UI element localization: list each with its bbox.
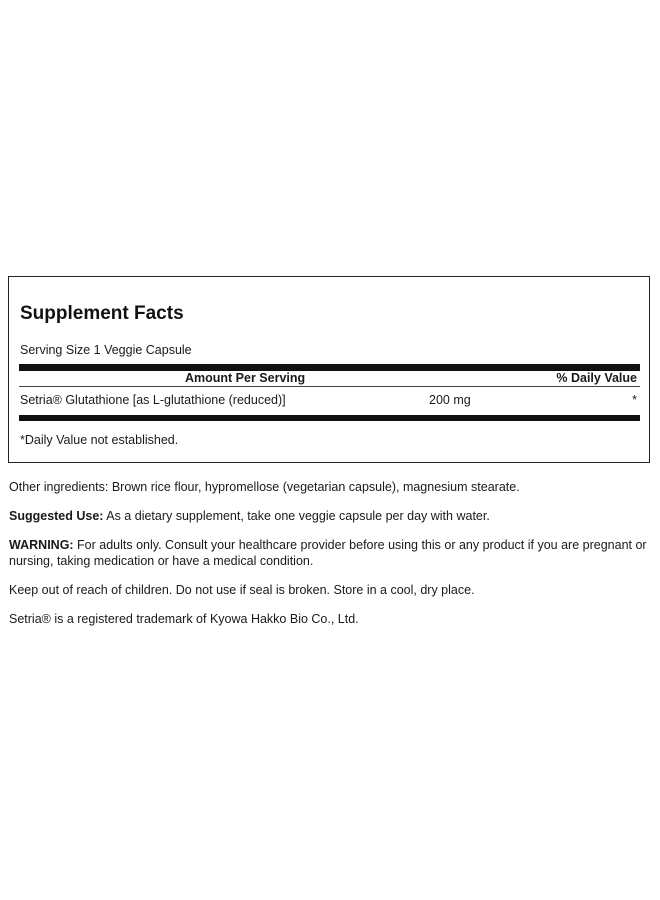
nutrient-name: Setria® Glutathione [as L-glutathione (reduced)]: [20, 393, 286, 407]
nutrient-amount: 200 mg: [429, 393, 471, 407]
suggested-use-label: Suggested Use:: [9, 509, 104, 523]
divider-thick-top: [19, 364, 640, 371]
facts-title: Supplement Facts: [20, 303, 184, 324]
storage-instructions: Keep out of reach of children. Do not use if seal is broken. Store in a cool, dry place.: [9, 583, 475, 597]
warning-text: For adults only. Consult your healthcare provider before using this or any product if you are pregnant or nursing, taking medication or have a medical condition.: [9, 538, 647, 568]
daily-value-footnote: *Daily Value not established.: [20, 433, 179, 447]
warning: [9, 537, 649, 569]
divider-thick-bottom: [19, 415, 640, 421]
divider-thin: [19, 386, 640, 387]
suggested-use-text: As a dietary supplement, take one veggie capsule per day with water.: [103, 509, 490, 523]
nutrient-daily-value: *: [632, 393, 637, 407]
amount-per-serving-header: Amount Per Serving: [185, 371, 306, 385]
daily-value-header: % Daily Value: [556, 371, 637, 385]
trademark-notice: Setria® is a registered trademark of Kyowa Hakko Bio Co., Ltd.: [9, 612, 359, 626]
suggested-use: [9, 508, 649, 524]
serving-size: Serving Size 1 Veggie Capsule: [20, 343, 192, 357]
other-ingredients: Other ingredients: Brown rice flour, hypromellose (vegetarian capsule), magnesium stearate.: [9, 480, 520, 494]
warning-label: WARNING:: [9, 538, 74, 552]
supplement-facts-panel: [8, 276, 650, 463]
